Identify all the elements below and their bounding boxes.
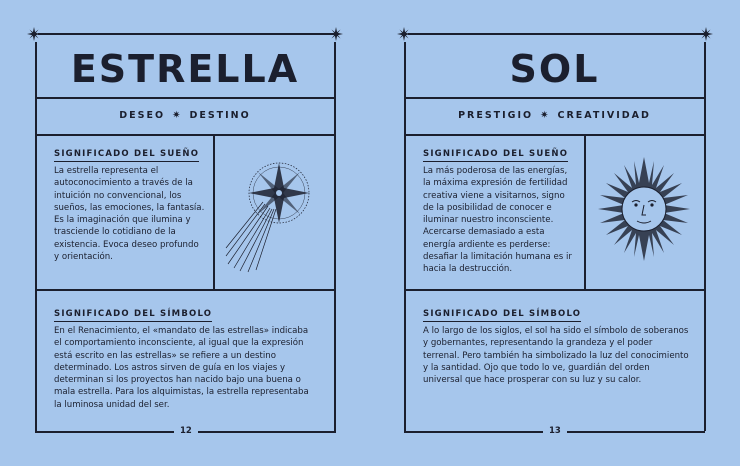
dream-heading: SIGNIFICADO DEL SUEÑO: [423, 150, 568, 162]
symbol-heading: SIGNIFICADO DEL SÍMBOLO: [423, 310, 581, 322]
page-number: 13: [543, 427, 567, 436]
left-rule-1: [35, 97, 336, 99]
left-frame-right: [334, 42, 336, 431]
right-rule-1: [404, 97, 705, 99]
left-top-rule: [38, 33, 334, 35]
star-bullet-icon: ✷: [540, 110, 551, 121]
keyword-1: PRESTIGIO: [458, 110, 534, 121]
symbol-heading: SIGNIFICADO DEL SÍMBOLO: [54, 310, 212, 322]
left-col-divider: [213, 134, 215, 290]
keyword-2: CREATIVIDAD: [557, 110, 651, 121]
dream-text: La más poderosa de las energías, la máxima expresión de fertilidad creativa viene a visitarnos, signo de la posibilidad de conocer e iluminar nuestro inconsciente. Acercarse demasiado a esta energía ardiente es perderse: desafiar la limitación humana es ir hacia la destrucción.: [423, 166, 572, 275]
star-ornament-icon: [397, 27, 411, 41]
keyword-2: DESTINO: [189, 110, 251, 121]
star-bullet-icon: ✷: [172, 110, 183, 121]
dream-text: La estrella representa el autoconocimiento a través de la intuición no convencional, los sueños, las emociones, la fantasía. Es la imaginación que ilumina y trasciende lo cotidiano de la existencia. Evoca deseo profundo y orientación.: [54, 166, 205, 263]
right-frame-left: [404, 42, 406, 431]
left-rule-3: [35, 289, 336, 291]
keywords: [405, 111, 704, 121]
sun-face-icon: [590, 155, 698, 263]
page-title: ESTRELLA: [70, 47, 300, 91]
page-title: SOL: [509, 47, 600, 91]
right-col-divider: [584, 134, 586, 290]
right-rule-2: [404, 134, 705, 136]
page-number: 12: [174, 427, 198, 436]
right-rule-3: [404, 289, 705, 291]
shooting-star-icon: [224, 156, 320, 274]
symbol-text: A lo largo de los siglos, el sol ha sido el símbolo de soberanos y gobernantes, representando la grandeza y el poder terrenal. Pero también ha simbolizado la luz del conocimiento y la santidad. Ojo que todo lo ve, guardián del orden universal que hace prosperar con su luz y su calor.: [423, 326, 689, 386]
star-ornament-icon: [699, 27, 713, 41]
star-ornament-icon: [329, 27, 343, 41]
left-rule-2: [35, 134, 336, 136]
keyword-1: DESEO: [119, 110, 166, 121]
right-top-rule: [408, 33, 704, 35]
keywords: [36, 111, 334, 121]
star-ornament-icon: [27, 27, 41, 41]
symbol-text: En el Renacimiento, el «mandato de las estrellas» indicaba el comportamiento inconsciente, al igual que la expresión está escrito en las estrellas» se refiere a un destino determinado. Los astros sirven de guía en los viajes y determinan si los proyectos han nacido bajo una buena o mala estrella. Para los alquimistas, la estrella representaba la luminosa unidad del ser.: [54, 326, 309, 410]
left-frame-left: [35, 42, 37, 431]
dream-heading: SIGNIFICADO DEL SUEÑO: [54, 150, 199, 162]
right-frame-right: [704, 42, 706, 431]
